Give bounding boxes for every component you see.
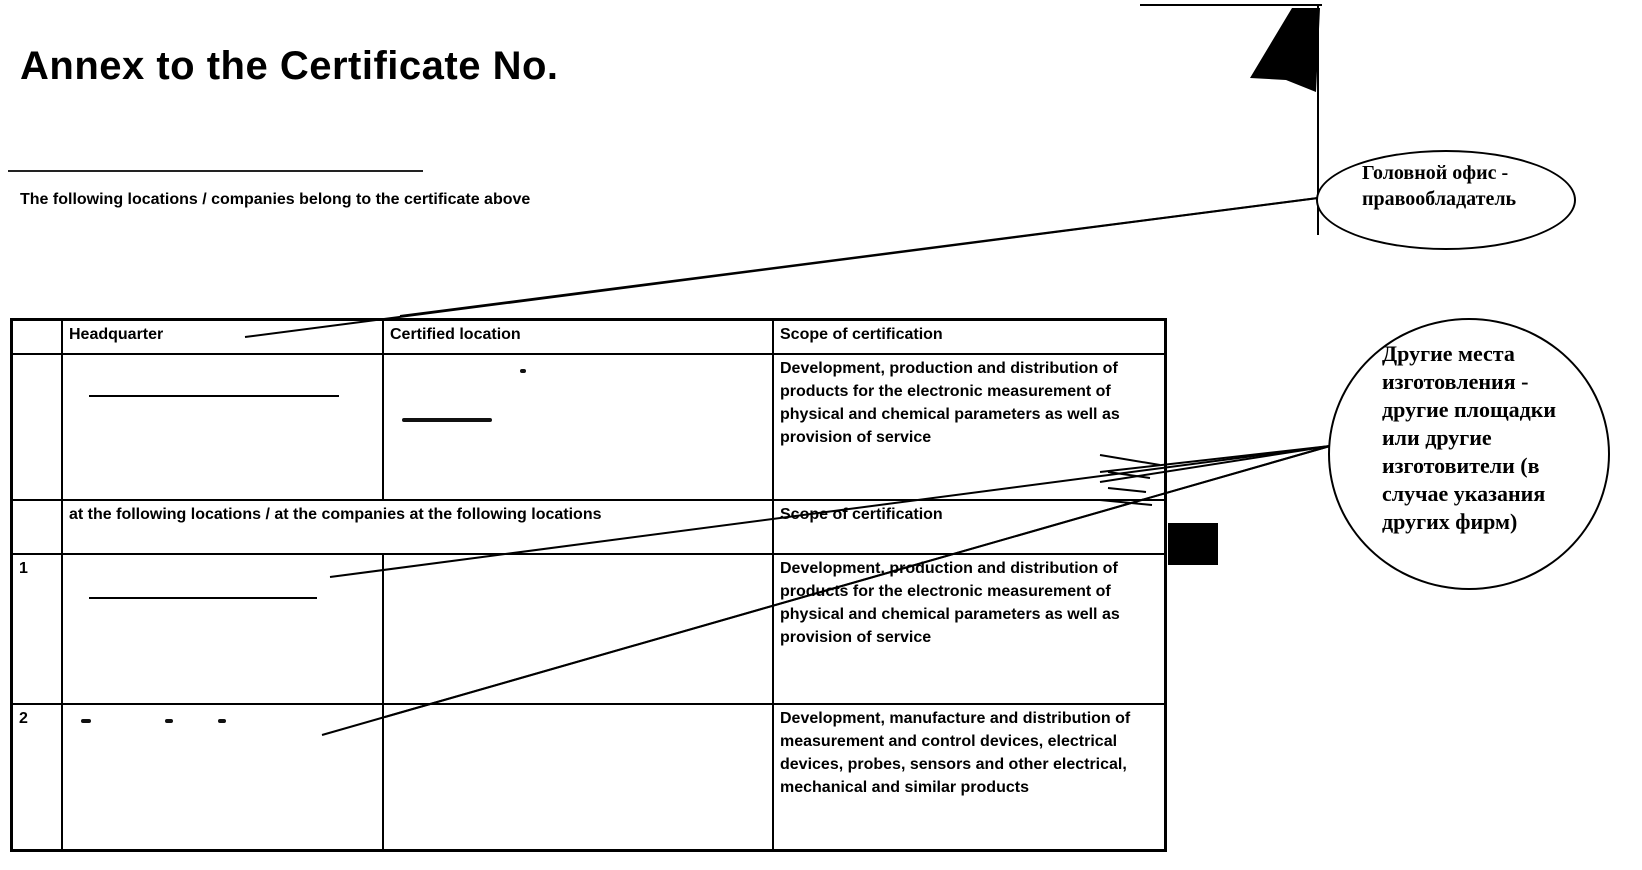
document-subtitle: The following locations / companies belong to the certificate above <box>20 191 531 208</box>
callout-pointer <box>330 446 1330 577</box>
callout-pointer <box>385 446 1330 717</box>
callout-line: правообладатель <box>1362 188 1517 210</box>
scope-cell: Development, production and distribution of products for the electronic measurement of physical and chemical parameters as well as provision of service <box>773 354 1166 500</box>
callout-line: других фирм) <box>1382 509 1518 534</box>
subheader-scope: Scope of certification <box>773 500 1166 554</box>
row-number: 2 <box>12 704 63 851</box>
callout-line: Другие места <box>1382 341 1515 366</box>
subheader-label: at the following locations / at the companies at the following locations <box>62 500 773 554</box>
callout-line: случае указания <box>1382 481 1546 506</box>
callout-line: Головной офис - <box>1362 162 1509 184</box>
callout-line: изготовления - <box>1382 369 1529 394</box>
header-scope: Scope of certification <box>773 320 1166 355</box>
scope-cell: Development, production and distribution of products for the electronic measurement of physical and chemical parameters as well as provision of service <box>773 554 1166 704</box>
callout-pointer <box>245 198 1318 337</box>
callout-line: изготовители (в <box>1382 453 1540 478</box>
callout-line: или другие <box>1382 425 1492 450</box>
corner-mark-icon <box>1250 8 1320 92</box>
document-title: Annex to the Certificate No. <box>20 44 559 88</box>
other-sites-callout <box>1328 318 1610 590</box>
callout-line: другие площадки <box>1382 397 1557 422</box>
header-headquarter: Headquarter <box>62 320 383 355</box>
row-number: 1 <box>12 554 63 704</box>
headquarter-callout <box>1316 150 1576 250</box>
scope-cell: Development, manufacture and distribution of measurement and control devices, electrical devices, probes, sensors and other electrical, mechanical and similar products <box>773 704 1166 851</box>
header-certified-location: Certified location <box>383 320 773 355</box>
